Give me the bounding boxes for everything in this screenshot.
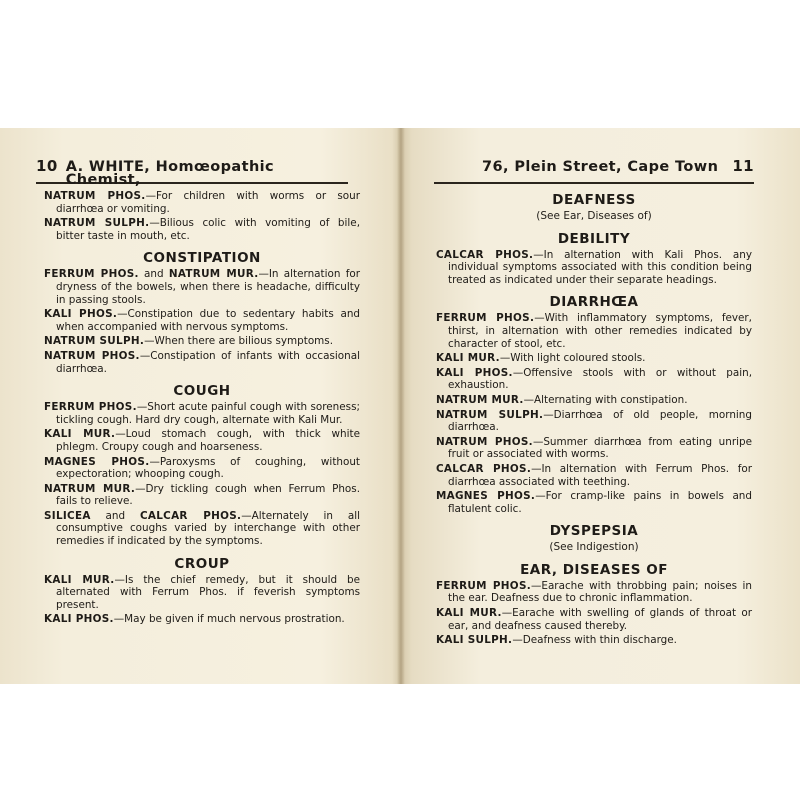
remedy-name: KALI MUR. <box>44 573 115 586</box>
remedy-description: —Offensive stools with or without pain, exhaustion. <box>448 366 752 392</box>
remedy-name: NATRUM MUR. <box>436 393 524 406</box>
remedy-name: NATRUM PHOS. <box>44 349 140 362</box>
remedy-name: MAGNES PHOS. <box>436 490 536 503</box>
remedy-name: FERRUM PHOS. <box>44 401 137 414</box>
section-heading: EAR, DISEASES OF <box>520 561 668 578</box>
section-heading: DIARRHŒA <box>549 294 639 311</box>
section-heading: DEAFNESS <box>552 192 636 208</box>
remedy-entry <box>44 335 360 348</box>
remedy-entry <box>436 463 752 488</box>
remedy-description: —In alternation for dryness of the bowels, when there is headache, difficulty in passing stools. <box>56 268 360 306</box>
remedy-description: —In alternation with Kali Phos. any individual symptoms associated with this condition being treated as indicated under their separate headings. <box>448 248 752 286</box>
remedy-name: MAGNES PHOS. <box>44 455 150 468</box>
remedy-entry <box>44 483 360 508</box>
remedy-name: CALCAR PHOS. <box>139 509 242 522</box>
remedy-description: —Paroxysms of coughing, without expectoration; whooping cough. <box>56 455 360 481</box>
remedy-entry <box>436 634 752 647</box>
remedy-description: —Dry tickling cough when Ferrum Phos. fails to relieve. <box>56 482 360 508</box>
running-head-text: A. WHITE, Homœopathic Chemist, <box>65 159 275 188</box>
remedy-entry <box>44 510 360 548</box>
remedy-name: SILICEA <box>44 509 91 522</box>
remedy-entry <box>436 409 752 434</box>
section-heading: COUGH <box>173 383 231 400</box>
cross-reference: (See Ear, Diseases of) <box>536 210 652 222</box>
remedy-entry <box>44 350 360 375</box>
remedy-description: —Alternately in all consumptive coughs varied by interchange with other remedies if indicated by the symptoms. <box>56 509 361 548</box>
remedy-entry <box>44 428 360 453</box>
remedy-description: —Deafness with thin discharge. <box>512 634 677 647</box>
remedy-entry <box>436 580 752 605</box>
remedy-description: —Constipation of infants with occasional diarrhœa. <box>56 349 360 375</box>
remedy-entry <box>44 308 360 333</box>
remedy-entry <box>44 401 360 426</box>
remedy-name: KALI SULPH. <box>436 634 513 647</box>
remedy-name: KALI PHOS. <box>44 613 114 626</box>
remedy-name: KALI PHOS. <box>44 308 118 321</box>
remedy-name: NATRUM MUR. <box>168 268 259 281</box>
remedy-description: —Bilious colic with vomiting of bile, bitter taste in mouth, etc. <box>56 217 361 242</box>
running-head-text: 76, Plein Street, Cape Town <box>481 159 719 175</box>
remedy-entry <box>436 607 752 632</box>
remedy-entry <box>436 490 752 515</box>
remedy-entry <box>436 394 752 407</box>
remedy-name: NATRUM PHOS. <box>436 435 533 448</box>
remedy-name: KALI MUR. <box>436 607 502 620</box>
remedy-entry <box>44 190 360 215</box>
remedy-description: —With light coloured stools. <box>499 352 646 365</box>
remedy-entry <box>436 312 752 350</box>
remedy-name: NATRUM PHOS. <box>44 190 146 202</box>
remedy-description: —Diarrhœa of old people, morning diarrhœa. <box>448 408 752 434</box>
remedy-description: —When there are bilious symptoms. <box>144 335 334 348</box>
remedy-description: —For children with worms or sour diarrhœa or vomiting. <box>56 190 360 215</box>
remedy-description: —In alternation with Ferrum Phos. for diarrhœa associated with teething. <box>448 462 753 488</box>
left-sections <box>44 251 360 626</box>
book-spine <box>397 128 405 684</box>
remedy-description: —Short acute painful cough with soreness; tickling cough. Hard dry cough, alternate with Kali Mur. <box>56 401 360 426</box>
remedy-description: —Constipation due to sedentary habits and when accompanied with nervous symptoms. <box>56 308 360 333</box>
remedy-name: CALCAR PHOS. <box>436 248 534 261</box>
page-number: 10 <box>36 157 58 175</box>
remedy-description: —Earache with throbbing pain; noises in the ear. Deafness due to chronic inflammation. <box>448 579 752 605</box>
remedy-description: and <box>138 268 169 281</box>
remedy-description: —Summer diarrhœa from eating unripe fruit or associated with worms. <box>448 435 753 461</box>
remedy-entry <box>436 249 752 287</box>
remedy-name: NATRUM SULPH. <box>44 217 150 230</box>
left-running-head <box>36 157 348 188</box>
remedy-name: FERRUM PHOS. <box>436 312 535 325</box>
remedy-name: FERRUM PHOS. <box>436 579 531 592</box>
remedy-entry <box>436 436 752 461</box>
remedy-name: NATRUM SULPH. <box>44 335 145 348</box>
left-page <box>36 157 361 628</box>
remedy-description: —Alternating with constipation. <box>523 393 688 406</box>
remedy-name: CALCAR PHOS. <box>436 462 532 475</box>
remedy-name: FERRUM PHOS. <box>44 268 139 281</box>
section-heading: CROUP <box>174 555 230 572</box>
remedy-description: —Earache with swelling of glands of throat or ear, and deafness caused thereby. <box>448 607 752 632</box>
remedy-name: KALI MUR. <box>44 428 116 441</box>
page-number: 11 <box>732 157 754 175</box>
remedy-name: KALI MUR. <box>436 352 500 365</box>
remedy-entry <box>44 217 360 242</box>
remedy-entry <box>436 367 752 392</box>
remedy-description: —For cramp-like pains in bowels and flatulent colic. <box>448 490 752 515</box>
section-heading: DEBILITY <box>557 230 631 247</box>
remedy-name: NATRUM MUR. <box>44 482 136 495</box>
cross-reference: (See Indigestion) <box>549 541 639 554</box>
section-heading: CONSTIPATION <box>143 250 261 267</box>
right-page <box>436 157 754 649</box>
remedy-description: —May be given if much nervous prostration. <box>113 613 345 626</box>
remedy-description: and <box>90 509 140 522</box>
remedy-entry <box>44 613 360 626</box>
right-running-head <box>434 157 754 184</box>
remedy-entry <box>44 268 360 306</box>
remedy-entry <box>436 352 752 365</box>
remedy-name: KALI PHOS. <box>436 366 513 379</box>
remedy-name: NATRUM SULPH. <box>436 408 544 421</box>
opening-entries <box>44 190 360 242</box>
right-sections <box>436 193 752 647</box>
remedy-description: —Is the chief remedy, but it should be alternated with Ferrum Phos. if feverish symptoms present. <box>56 573 360 611</box>
section-heading: DYSPEPSIA <box>549 523 639 540</box>
remedy-description: —With inflammatory symptoms, fever, thirst, in alternation with other remedies indicated by character of stool, etc. <box>448 312 752 350</box>
remedy-entry <box>44 574 360 612</box>
remedy-description: —Loud stomach cough, with thick white phlegm. Croupy cough and hoarseness. <box>56 428 360 453</box>
remedy-entry <box>44 456 360 481</box>
